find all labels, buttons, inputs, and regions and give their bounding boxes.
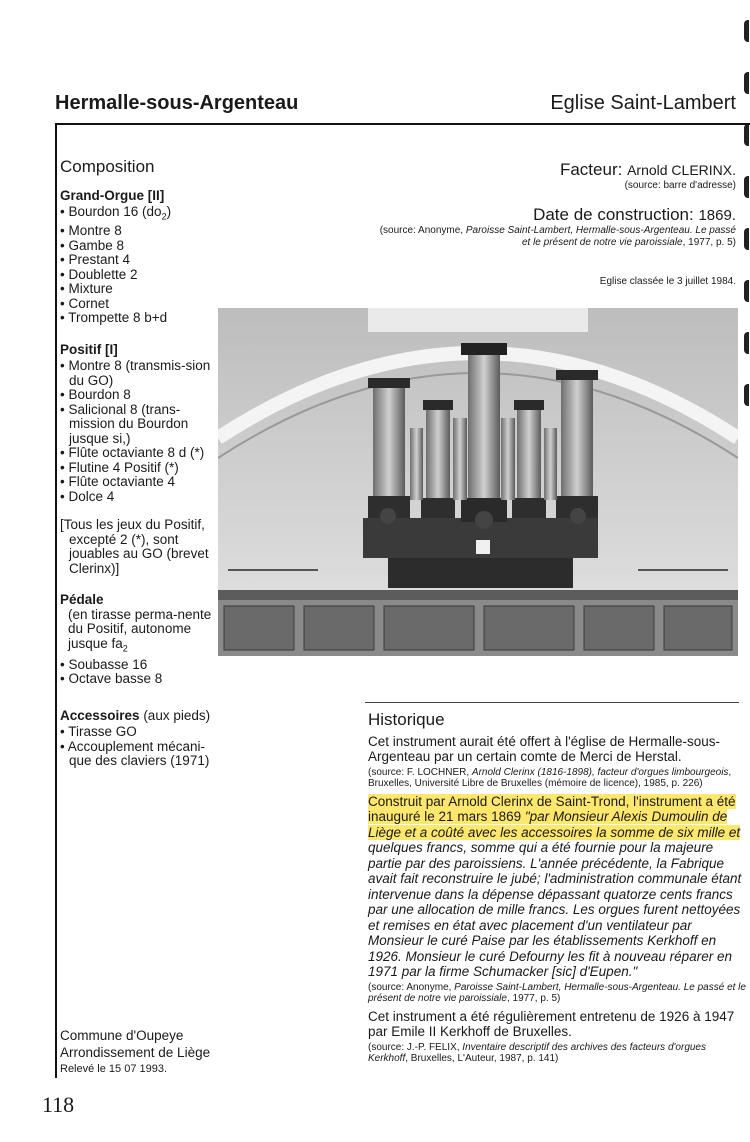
stop-item: • Bourdon 16 $(do_2)$ [60,205,220,224]
stop-item: • Flutine 4 Positif (*) [60,461,220,476]
organ-illustration [218,308,738,656]
stop-item: • Soubasse 16 [60,658,220,673]
classee-note: Eglise classée le 3 juillet 1984. [599,276,736,287]
composition-column [60,157,220,769]
positif-note: [Tous les jeux du Positif, excepté 2 (*), sont jouables au GO (brevet Clerinx)] [60,517,209,576]
commune: Commune d'Oupeye [60,1028,184,1043]
historique-paragraph-1: Cet instrument aurait été offert à l'église de Hermalle-sous-Argenteau par un certain comte de Merci de Herstal. [368,733,720,764]
header-church: Eglise Saint-Lambert [550,92,736,114]
stop-item: • Bourdon 8 [60,388,220,403]
stop-item: • Gambe 8 [60,239,220,254]
stop-item: • Montre 8 (transmis-sion du GO) [60,359,220,388]
stop-item: • Tirasse GO [60,725,220,740]
historique-paragraph-2: Construit par Arnold Clerinx de Saint-Trond, l'instrument a été inauguré le 21 mars 1869 "par Monsieur Alexis Dumoulin de Liège et a coûté avec les accessoires la somme de six mille et quelques francs, somme qui a été fournie pour la majeure partie par des paroissiens. L'année précédente, la Fabrique avait fait reconstruire le jubé; l'administration communale étant intervenue dans la dépense dépassant quatorze cents francs par une allocation de mille francs. Les orgues furent nettoyées et remises en état avec placement d'un ventilateur par Monsieur le curé Paise par les établissements Kerkhoff en 1926. Monsieur le curé Defourny les fit à nouveau réparer en 1971 par la firme Schumacker [sic] d'Eupen." [368,793,742,979]
date-source: (source: Anonyme, Paroisse Saint-Lambert, Hermalle-sous-Argenteau. Le passé et le présent de notre vie paroissiale, 1977, p. 5) [379,225,736,248]
date-block: Date de construction: 1869. (source: Anonyme, Paroisse Saint-Lambert, Hermalle-sous-Argenteau. Le passé et le présent de notre vie paroissiale, 1977, p. 5) [376,205,736,248]
location-block [60,1027,210,1078]
stop-item: • Mixture [60,282,220,297]
stop-item: • Salicional 8 (trans-mission du Bourdon jusque si,) [60,403,220,447]
pedale-title: Pédale [60,592,104,608]
grand-orgue-title: Grand-Orgue [II] [60,187,165,203]
left-rule [55,123,57,1078]
date-value: 1869. [698,207,736,224]
historique-title: Historique [368,710,445,729]
pedale-stops [60,658,220,687]
pedale-note: (en tirasse perma-nente du Positif, autonome jusque $fa_2$ [68,606,212,654]
arrondissement: Arrondissement de Liège [60,1045,211,1060]
stop-item: • Flûte octaviante 8 d (*) [60,446,220,461]
stop-item: • Octave basse 8 [60,672,220,687]
positif-stops [60,359,220,504]
historique-section [368,712,746,1069]
stop-item: • Accouplement mécani-que des claviers (1971) [60,740,220,769]
facteur-name: Arnold CLERINX. [627,162,736,178]
accessoires-heading: Accessoires (aux pieds) [60,707,211,723]
header-place: Hermalle-sous-Argenteau [55,92,299,114]
stop-item: • Cornet [60,297,220,312]
stop-item: • Doublette 2 [60,268,220,283]
releve-date: Relevé le 15 07 1993. [60,1063,168,1075]
stop-item: • Prestant 4 [60,253,220,268]
organ-photo [218,308,738,656]
facteur-block: Facteur: Arnold CLERINX. (source: barre d'adresse) [559,160,736,191]
accessoires-stops [60,725,220,769]
historique-paragraph-3: Cet instrument a été régulièrement entretenu de 1926 à 1947 par Emile II Kerkhoff de Bruxelles. [368,1008,735,1039]
grand-orgue-stops [60,205,220,326]
positif-title: Positif [I] [60,341,118,357]
stop-item: • Dolce 4 [60,490,220,505]
composition-title: Composition [60,157,155,176]
historique-rule [365,702,739,703]
header-rule [55,123,750,125]
historique-source-1: (source: F. LOCHNER, Arnold Clerinx (1816-1898), facteur d'orgues limbourgeois, Bruxelles, Université Libre de Bruxelles (mémoire de licence), 1985, p. 226) [368,766,732,789]
highlighted-text: Construit par Arnold Clerinx de Saint-Trond, l'instrument a été inauguré le 21 mars 1869 [368,793,736,824]
page-edge-marks [744,20,750,436]
facteur-source: (source: barre d'adresse) [624,180,736,191]
stop-item: • Trompette 8 b+d [60,311,220,326]
page-number: 118 [42,1092,75,1117]
historique-source-2: (source: Anonyme, Paroisse Saint-Lambert, Hermalle-sous-Argenteau. Le passé et le présent de notre vie paroissiale, 1977, p. 5) [368,981,746,1004]
stop-item: • Flûte octaviante 4 [60,475,220,490]
highlighted-quote: "par Monsieur Alexis Dumoulin de Liège et a coûté avec les accessoires la somme de six mille et [368,809,741,840]
historique-source-3: (source: J.-P. FELIX, Inventaire descriptif des archives des facteurs d'orgues Kerkhoff, Bruxelles, L'Auteur, 1987, p. 141) [368,1041,706,1064]
stop-item: • Montre 8 [60,224,220,239]
